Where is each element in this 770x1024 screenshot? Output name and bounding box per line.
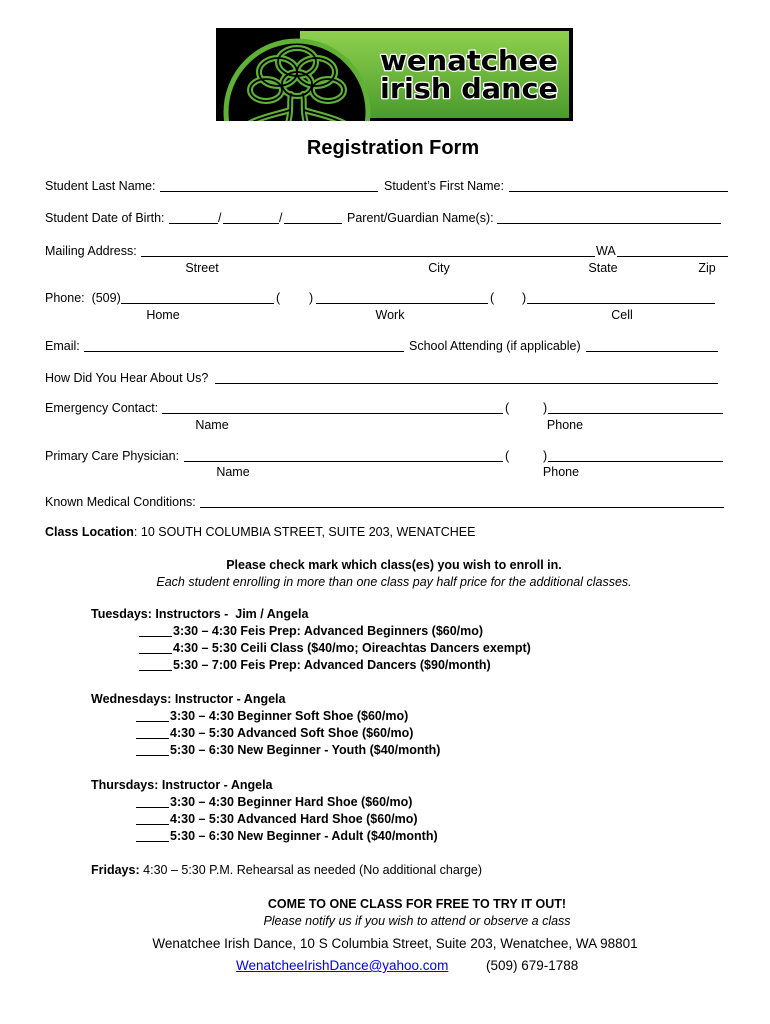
state-value: WA — [596, 244, 616, 258]
zip-caption: Zip — [698, 261, 716, 275]
logo-text-line2: irish dance — [380, 72, 558, 105]
class-checkbox-line[interactable] — [136, 829, 169, 842]
physician-name-field[interactable] — [184, 449, 503, 462]
class-checkbox-line[interactable] — [136, 795, 169, 808]
fridays-line — [91, 863, 482, 878]
dob-separator: / — [279, 211, 283, 225]
dob-separator: / — [218, 211, 222, 225]
class-option — [139, 641, 599, 656]
school-label: School Attending (if applicable) — [409, 339, 581, 353]
mailing-address-field[interactable] — [141, 244, 595, 257]
first-name-field[interactable] — [509, 179, 728, 192]
home-caption: Home — [146, 308, 180, 322]
footer-phone: (509) 679-1788 — [486, 958, 579, 973]
street-caption: Street — [185, 261, 219, 275]
physician-name-caption: Name — [216, 465, 250, 479]
medical-conditions-field[interactable] — [200, 495, 724, 508]
cell-caption: Cell — [611, 308, 633, 322]
work-phone-field[interactable] — [316, 291, 488, 304]
class-option-label: 4:30 – 5:30 Advanced Soft Shoe ($60/mo) — [170, 726, 414, 740]
class-option — [136, 829, 596, 844]
physician-phone-field[interactable] — [548, 449, 723, 462]
zip-field[interactable] — [617, 244, 728, 257]
class-location-value: : 10 SOUTH COLUMBIA STREET, SUITE 203, WENATCHEE — [133, 525, 476, 539]
class-option-label: 3:30 – 4:30 Beginner Hard Shoe ($60/mo) — [170, 795, 413, 809]
mailing-address-label: Mailing Address: — [45, 244, 137, 258]
heard-about-row — [0, 371, 770, 386]
promo-note: Please notify us if you wish to attend or observe a class — [263, 914, 571, 928]
paren-close: ) — [543, 449, 548, 463]
emergency-phone-caption: Phone — [546, 418, 584, 432]
email-label: Email: — [45, 339, 80, 353]
class-checkbox-line[interactable] — [136, 812, 169, 825]
dob-day-field[interactable] — [223, 211, 279, 224]
paren-open: ( — [505, 449, 510, 463]
class-option — [136, 743, 596, 758]
emergency-contact-row — [0, 401, 770, 416]
paren-open: ( — [505, 401, 510, 415]
tuesdays-heading: Tuesdays: Instructors - Jim / Angela — [91, 607, 309, 621]
paren-close: ) — [522, 291, 527, 305]
enroll-note: Each student enrolling in more than one class pay half price for the additional classes. — [156, 575, 632, 589]
fridays-text: 4:30 – 5:30 P.M. Rehearsal as needed (No additional charge) — [143, 863, 483, 877]
physician-captions-row — [0, 465, 770, 480]
student-name-row — [0, 179, 770, 194]
emergency-contact-phone-field[interactable] — [548, 401, 723, 414]
class-option-label: 3:30 – 4:30 Beginner Soft Shoe ($60/mo) — [170, 709, 409, 723]
dob-year-field[interactable] — [284, 211, 342, 224]
class-checkbox-line[interactable] — [136, 743, 169, 756]
thursdays-heading: Thursdays: Instructor - Angela — [91, 778, 273, 792]
guardian-label: Parent/Guardian Name(s): — [347, 211, 494, 225]
class-option — [139, 624, 599, 639]
emergency-contact-name-field[interactable] — [162, 401, 503, 414]
class-option-label: 4:30 – 5:30 Advanced Hard Shoe ($60/mo) — [170, 812, 418, 826]
email-school-row — [0, 339, 770, 354]
class-option — [136, 795, 596, 810]
physician-label: Primary Care Physician: — [45, 449, 180, 463]
footer-email-link[interactable]: WenatcheeIrishDance@yahoo.com — [236, 958, 449, 973]
wednesdays-heading: Wednesdays: Instructor - Angela — [91, 692, 286, 706]
phone-label: Phone: (509) — [45, 291, 121, 305]
class-option — [136, 726, 596, 741]
medical-conditions-row — [0, 495, 770, 510]
class-option-label: 5:30 – 7:00 Feis Prep: Advanced Dancers ($90/month) — [173, 658, 491, 672]
dob-month-field[interactable] — [169, 211, 218, 224]
city-caption: City — [428, 261, 450, 275]
dob-guardian-row — [0, 211, 770, 226]
state-caption: State — [588, 261, 618, 275]
dob-label: Student Date of Birth: — [45, 211, 165, 225]
school-field[interactable] — [586, 339, 718, 352]
first-name-label: Student’s First Name: — [384, 179, 504, 193]
footer-address: Wenatchee Irish Dance, 10 S Columbia Street, Suite 203, Wenatchee, WA 98801 — [152, 936, 638, 951]
enroll-heading: Please check mark which class(es) you wish to enroll in. — [226, 558, 562, 572]
emergency-captions-row — [0, 418, 770, 433]
heard-about-label: How Did You Hear About Us? — [45, 371, 209, 385]
class-option — [139, 658, 599, 673]
fridays-label: Fridays: — [91, 863, 140, 877]
class-location — [45, 525, 475, 540]
guardian-name-field[interactable] — [497, 211, 721, 224]
class-checkbox-line[interactable] — [136, 726, 169, 739]
class-option-label: 5:30 – 6:30 New Beginner - Youth ($40/month) — [170, 743, 441, 757]
logo-text-line1: wenatchee — [380, 44, 558, 77]
class-location-label: Class Location — [45, 525, 134, 539]
phone-captions-row — [0, 308, 770, 323]
work-caption: Work — [375, 308, 405, 322]
logo — [216, 28, 573, 121]
physician-phone-caption: Phone — [542, 465, 580, 479]
phone-row — [0, 291, 770, 306]
address-captions-row — [0, 261, 770, 276]
emergency-name-caption: Name — [195, 418, 229, 432]
heard-about-field[interactable] — [215, 371, 718, 384]
last-name-field[interactable] — [160, 179, 378, 192]
class-option-label: 5:30 – 6:30 New Beginner - Adult ($40/month) — [170, 829, 438, 843]
email-field[interactable] — [84, 339, 404, 352]
medical-conditions-label: Known Medical Conditions: — [45, 495, 196, 509]
paren-close: ) — [309, 291, 314, 305]
paren-open: ( — [276, 291, 281, 305]
class-option — [136, 812, 596, 827]
emergency-contact-label: Emergency Contact: — [45, 401, 159, 415]
class-checkbox-line[interactable] — [136, 709, 169, 722]
mailing-address-row — [0, 244, 770, 259]
paren-open: ( — [490, 291, 495, 305]
class-checkbox-line[interactable] — [139, 658, 172, 671]
home-phone-field[interactable] — [121, 291, 274, 304]
last-name-label: Student Last Name: — [45, 179, 156, 193]
promo-heading: COME TO ONE CLASS FOR FREE TO TRY IT OUT! — [267, 897, 567, 911]
class-option-label: 4:30 – 5:30 Ceili Class ($40/mo; Oireachtas Dancers exempt) — [173, 641, 531, 655]
cell-phone-field[interactable] — [527, 291, 715, 304]
class-option-label: 3:30 – 4:30 Feis Prep: Advanced Beginners ($60/mo) — [173, 624, 484, 638]
class-checkbox-line[interactable] — [139, 641, 172, 654]
class-option — [136, 709, 596, 724]
page-title: Registration Form — [306, 137, 480, 159]
class-checkbox-line[interactable] — [139, 624, 172, 637]
paren-close: ) — [543, 401, 548, 415]
physician-row — [0, 449, 770, 464]
